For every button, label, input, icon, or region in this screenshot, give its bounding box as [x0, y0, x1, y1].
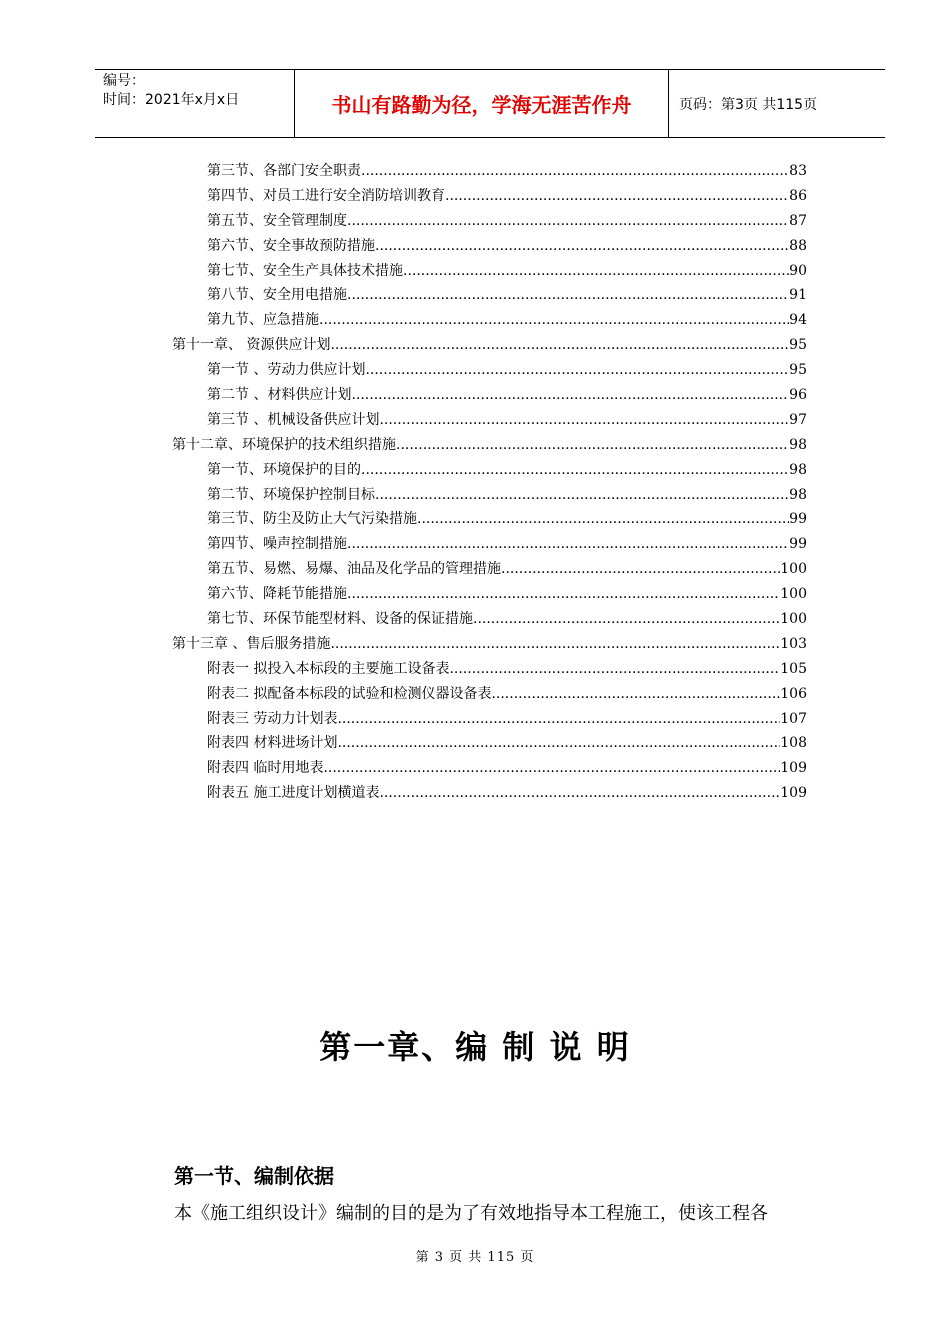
toc-entry-title: 附表四 材料进场计划: [207, 735, 338, 752]
toc-leader-dots: [491, 686, 780, 702]
toc-entry[interactable]: [172, 658, 807, 683]
toc-entry-title: 第九节、应急措施: [207, 312, 319, 329]
toc-leader-dots: [403, 263, 789, 279]
toc-entry-page: 107: [780, 710, 807, 727]
toc-entry-title: 附表二 拟配备本标段的试验和检测仪器设备表: [207, 685, 492, 702]
toc-entry-page: 105: [780, 660, 807, 677]
toc-entry[interactable]: [172, 359, 807, 384]
toc-entry[interactable]: [172, 284, 807, 309]
toc-leader-dots: [396, 437, 789, 453]
page-footer: 第 3 页 共 115 页: [415, 1250, 535, 1265]
toc-entry[interactable]: [172, 260, 807, 285]
toc-entry[interactable]: [172, 708, 807, 733]
toc-leader-dots: [319, 312, 789, 328]
toc-leader-dots: [375, 487, 789, 503]
toc-entry-title: 第三节、防尘及防止大气污染措施: [207, 511, 417, 528]
toc-entry-page: 97: [789, 411, 807, 428]
toc-entry[interactable]: [172, 459, 807, 484]
toc-entry[interactable]: [172, 683, 807, 708]
toc-entry-title: 第六节、安全事故预防措施: [207, 237, 375, 254]
toc-entry-page: 100: [780, 561, 807, 578]
toc-entry-title: 第十二章、环境保护的技术组织措施: [172, 436, 396, 453]
toc-leader-dots: [347, 287, 789, 303]
toc-entry-title: 第五节、易燃、易爆、油品及化学品的管理措施: [207, 561, 501, 578]
toc-entry-title: 第七节、环保节能型材料、设备的保证措施: [207, 611, 473, 628]
toc-entry-title: 附表五 施工进度计划横道表: [207, 785, 380, 802]
toc-leader-dots: [473, 611, 780, 627]
header-number-label: 编号：: [103, 73, 145, 89]
toc-leader-dots: [337, 735, 780, 751]
toc-entry-page: 100: [780, 586, 807, 603]
toc-entry-page: 83: [789, 163, 807, 179]
toc-entry-title: 第二节、环境保护控制目标: [207, 486, 375, 503]
toc-entry[interactable]: [172, 210, 807, 235]
toc-entry-page: 103: [780, 635, 807, 652]
toc-leader-dots: [330, 337, 789, 353]
toc-entry-page: 109: [780, 760, 807, 777]
toc-entry[interactable]: [172, 782, 807, 807]
toc-leader-dots: [361, 163, 789, 179]
toc-leader-dots: [445, 188, 789, 204]
toc-entry-page: 87: [789, 212, 807, 229]
toc-leader-dots: [347, 536, 789, 552]
toc-entry-title: 第三节、各部门安全职责: [207, 163, 361, 179]
toc-leader-dots: [347, 586, 780, 602]
toc-entry[interactable]: [172, 608, 807, 633]
toc-entry-page: 109: [780, 785, 807, 802]
toc-entry[interactable]: [172, 185, 807, 210]
toc-leader-dots: [449, 661, 780, 677]
toc-entry-title: 附表四 临时用地表: [207, 760, 324, 777]
toc-entry-title: 第十一章、 资源供应计划: [172, 337, 331, 354]
toc-entry[interactable]: [172, 235, 807, 260]
toc-entry-page: 88: [789, 237, 807, 254]
chapter-title: 第一章、编 制 说 明: [319, 1028, 631, 1066]
toc-entry-page: 90: [789, 262, 807, 279]
toc-entry-page: 108: [780, 735, 807, 752]
page-header: [95, 69, 885, 138]
toc-entry[interactable]: [172, 757, 807, 782]
toc-leader-dots: [361, 462, 789, 478]
toc-leader-dots: [379, 412, 789, 428]
toc-entry[interactable]: [172, 384, 807, 409]
toc-entry-title: 第十三章 、售后服务措施: [172, 635, 331, 652]
toc-entry[interactable]: [172, 633, 807, 658]
toc-entry[interactable]: [172, 583, 807, 608]
toc-entry-title: 第二节 、材料供应计划: [207, 387, 352, 404]
toc-leader-dots: [347, 213, 789, 229]
toc-entry-title: 附表三 劳动力计划表: [207, 710, 338, 727]
toc-leader-dots: [337, 711, 780, 727]
toc-entry[interactable]: [172, 334, 807, 359]
section-title: 第一节、编制依据: [174, 1164, 334, 1188]
toc-leader-dots: [323, 760, 780, 776]
toc-entry-title: 第五节、安全管理制度: [207, 212, 347, 229]
toc-entry-page: 96: [789, 387, 807, 404]
toc-entry-page: 100: [780, 611, 807, 628]
toc-entry-page: 91: [789, 287, 807, 304]
toc-entry[interactable]: [172, 309, 807, 334]
toc-entry-page: 94: [789, 312, 807, 329]
toc-leader-dots: [417, 511, 789, 527]
toc-entry[interactable]: [172, 558, 807, 583]
toc-entry-title: 第一节、环境保护的目的: [207, 461, 361, 478]
toc-entry-page: 106: [780, 685, 807, 702]
toc-entry-title: 第七节、安全生产具体技术措施: [207, 262, 403, 279]
toc-leader-dots: [351, 387, 789, 403]
toc-entry-page: 98: [789, 486, 807, 503]
toc-entry-page: 95: [789, 337, 807, 354]
toc-entry[interactable]: [172, 434, 807, 459]
toc-entry-title: 第四节、对员工进行安全消防培训教育: [207, 187, 445, 204]
toc-entry[interactable]: [172, 160, 807, 185]
toc-entry-page: 99: [789, 536, 807, 553]
toc-entry-title: 第一节 、劳动力供应计划: [207, 362, 366, 379]
header-time-label: 时间：2021年x月x日: [103, 92, 240, 108]
toc-entry-page: 99: [789, 511, 807, 528]
table-of-contents: [172, 160, 807, 807]
header-motto: 书山有路勤为径，学海无涯苦作舟: [295, 70, 669, 137]
toc-entry-title: 附表一 拟投入本标段的主要施工设备表: [207, 660, 450, 677]
toc-entry[interactable]: [172, 409, 807, 434]
toc-entry-page: 98: [789, 436, 807, 453]
toc-entry-title: 第三节 、机械设备供应计划: [207, 411, 380, 428]
toc-entry-title: 第六节、降耗节能措施: [207, 586, 347, 603]
toc-leader-dots: [375, 238, 789, 254]
toc-leader-dots: [379, 785, 780, 801]
toc-leader-dots: [330, 636, 780, 652]
toc-entry[interactable]: [172, 732, 807, 757]
toc-entry[interactable]: [172, 484, 807, 509]
toc-leader-dots: [365, 362, 789, 378]
toc-entry-page: 98: [789, 461, 807, 478]
body-paragraph: 本《施工组织设计》编制的目的是为了有效地指导本工程施工，使该工程各: [174, 1203, 768, 1224]
header-meta: [95, 70, 295, 137]
toc-entry[interactable]: [172, 508, 807, 533]
toc-entry-page: 95: [789, 362, 807, 379]
toc-entry[interactable]: [172, 533, 807, 558]
header-page-label: 页码：第3页 共115页: [679, 96, 818, 113]
toc-entry-title: 第八节、安全用电措施: [207, 287, 347, 304]
toc-entry-page: 86: [789, 187, 807, 204]
toc-entry-title: 第四节、噪声控制措施: [207, 536, 347, 553]
toc-leader-dots: [501, 561, 780, 577]
